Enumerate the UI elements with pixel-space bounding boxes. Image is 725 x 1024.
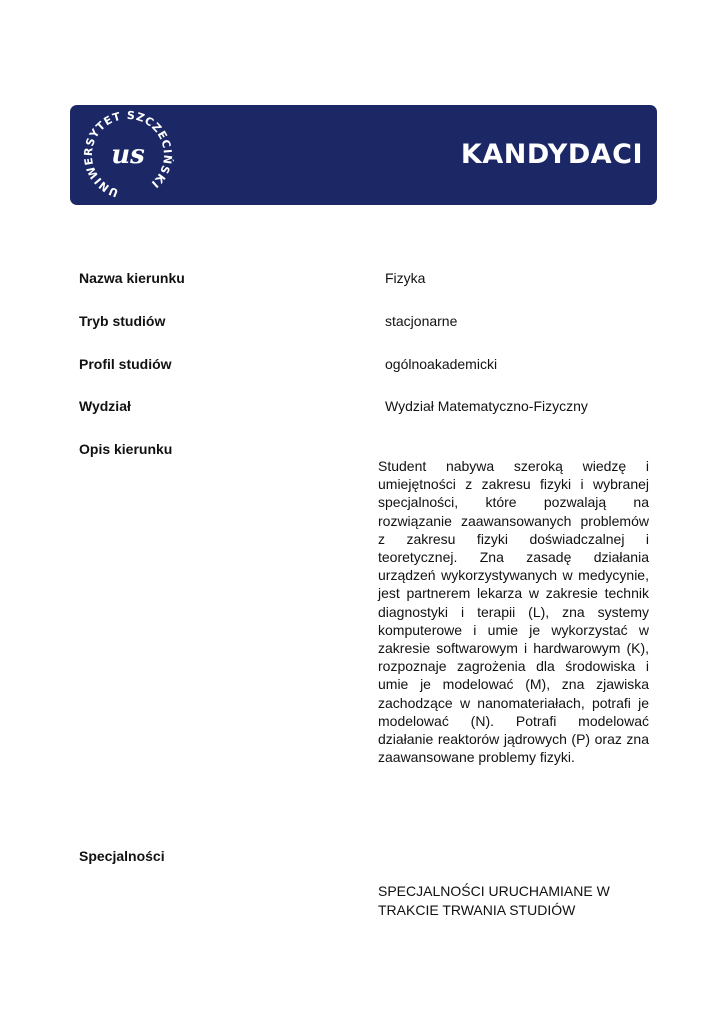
university-logo	[80, 107, 176, 203]
logo-mark: us	[111, 140, 145, 170]
label-nazwa-kierunku: Nazwa kierunku	[79, 270, 185, 286]
value-wydzial: Wydział Matematyczno-Fizyczny	[385, 398, 588, 414]
label-wydzial: Wydział	[79, 398, 131, 414]
label-tryb-studiow: Tryb studiów	[79, 313, 166, 329]
label-specjalnosci: Specjalności	[79, 848, 165, 864]
value-specjalnosci: SPECJALNOŚCI URUCHAMIANE W TRAKCIE TRWANIA STUDIÓW	[378, 883, 610, 918]
value-tryb-studiow: stacjonarne	[385, 313, 458, 329]
logo-ring-text: UNIWERSYTET SZCZECIŃSKI	[81, 108, 175, 200]
value-opis-kierunku: Student nabywa szeroką wiedzę i umiejętności z zakresu fizyki i wybranej specjalności, które pozwalają na rozwiązanie zaawansowanych problemów z zakresu fizyki doświadczalnej i teoretycznej. Zna zasadę działania urządzeń wykorzystywanych w medycynie, jest partnerem lekarza w zakresie technik diagnostyki i terapii (L), zna systemy komputerowe i umie je wykorzystać w zakresie softwarowym i hardwarowym (K), rozpoznaje zagrożenia dla środowiska i umie je modelować (M), zna zjawiska zachodzące w nanomateriałach, potrafi je modelować (N). Potrafi modelować działanie reaktorów jądrowych (P) oraz zna zaawansowane problemy fizyki.	[378, 458, 649, 766]
label-profil-studiow: Profil studiów	[79, 356, 172, 372]
header-banner	[70, 105, 657, 205]
label-opis-kierunku: Opis kierunku	[79, 441, 173, 457]
banner-title: KANDYDACI	[460, 139, 643, 170]
value-profil-studiow: ogólnoakademicki	[385, 356, 498, 372]
value-nazwa-kierunku: Fizyka	[385, 270, 426, 286]
